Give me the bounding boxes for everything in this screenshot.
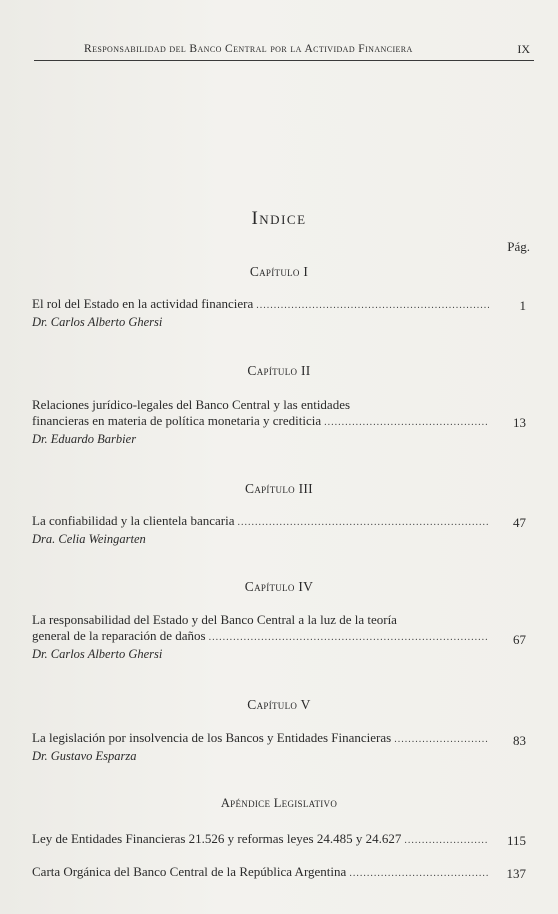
chapter-heading-1: Capítulo I <box>249 264 309 279</box>
toc-entry-2 <box>32 397 492 447</box>
entry-author: Dr. Eduardo Barbier <box>32 432 137 446</box>
entry-author: Dr. Carlos Alberto Ghersi <box>32 647 163 661</box>
entry-page-number: 47 <box>513 515 526 530</box>
entry-page-number: 83 <box>513 733 526 748</box>
entry-title: La legislación por insolvencia de los Bancos y Entidades Financieras <box>32 730 392 745</box>
appendix-heading: Apéndice Legislativo <box>220 796 338 810</box>
page-column-label: Pág. <box>507 239 530 254</box>
entry-title-line-2: general de la reparación de daños <box>32 628 206 643</box>
entry-page-number: 13 <box>513 415 526 430</box>
entry-title-line-2: financieras en materia de política monetaria y crediticia <box>32 413 322 428</box>
dot-leader <box>237 515 489 531</box>
index-title: Indice <box>251 208 307 229</box>
toc-entry-5 <box>32 730 492 764</box>
dot-leader <box>349 866 489 882</box>
running-header-page-number: IX <box>517 42 530 56</box>
dot-leader <box>256 298 489 314</box>
entry-author: Dra. Celia Weingarten <box>32 532 146 546</box>
entry-page-number: 115 <box>506 833 526 848</box>
running-header <box>34 40 534 61</box>
entry-title: Carta Orgánica del Banco Central de la República Argentina <box>32 864 347 879</box>
chapter-heading-4: Capítulo IV <box>244 579 314 594</box>
entry-page-number: 67 <box>513 632 526 647</box>
chapter-heading-2: Capítulo II <box>247 363 311 378</box>
entry-title-line-1: Relaciones jurídico-legales del Banco Central y las entidades <box>32 397 351 412</box>
entry-author: Dr. Gustavo Esparza <box>32 749 137 763</box>
entry-page-number: 137 <box>506 866 526 881</box>
dot-leader <box>324 415 489 431</box>
entry-author: Dr. Carlos Alberto Ghersi <box>32 315 163 329</box>
entry-title: El rol del Estado en la actividad financiera <box>32 296 254 311</box>
running-header-title: Responsabilidad del Banco Central por la Actividad Financiera <box>84 43 413 55</box>
chapter-heading-5: Capítulo V <box>247 697 311 712</box>
entry-title: La confiabilidad y la clientela bancaria <box>32 513 235 528</box>
dot-leader <box>394 732 489 748</box>
entry-title-line-1: La responsabilidad del Estado y del Banco Central a la luz de la teoría <box>32 612 397 627</box>
entry-title: Ley de Entidades Financieras 21.526 y reformas leyes 24.485 y 24.627 <box>32 831 402 846</box>
entry-page-number: 1 <box>519 298 526 313</box>
appendix-entry-1 <box>32 831 492 849</box>
dot-leader <box>209 630 489 646</box>
toc-entry-1 <box>32 296 492 330</box>
chapter-heading-3: Capítulo III <box>245 481 313 496</box>
toc-entry-4 <box>32 612 492 662</box>
toc-entry-3 <box>32 513 492 547</box>
dot-leader <box>404 833 489 849</box>
appendix-entry-2 <box>32 864 492 882</box>
